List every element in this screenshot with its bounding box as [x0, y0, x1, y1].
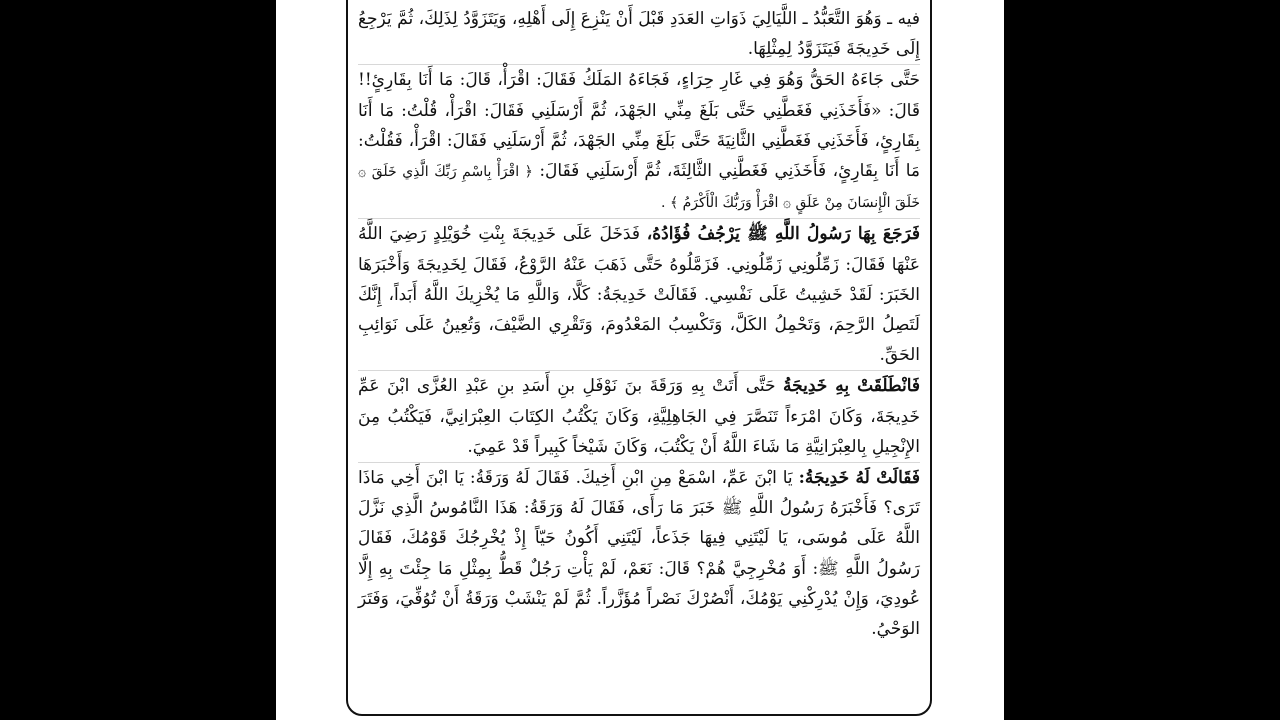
paragraph-3 [358, 218, 920, 370]
paragraph-lead: فَرَجَعَ بِهَا رَسُولُ اللَّهِ ﷺ يَرْجُفُ فُؤَادُهُ، [646, 224, 920, 245]
book-page [276, 0, 1004, 720]
page-text [358, 4, 920, 644]
paragraph-text: فيه ـ وَهُوَ التَّعَبُّدُ ـ اللَّيَالِيَ ذَوَاتِ العَدَدِ قَبْلَ أَنْ يَنْزِعَ إِلَى أَهْلِهِ، وَيَتَزَوَّدُ لِذَلِكَ، ثُمَّ يَرْجِعُ إِلَى خَدِيجَةَ فَيَتَزَوَّدُ لِمِثْلِهَا. [358, 9, 920, 60]
paragraph-text: حَتَّى أَتَتْ بِهِ وَرَقَةَ بنَ نَوْفَلِ بنِ أَسَدِ بنِ عَبْدِ العُزَّى ابْنَ عَمِّ خَدِيجَةَ، وَكَانَ امْرَءاً تَنَصَّرَ فِي الجَاهِلِيَّةِ، وَكَانَ يَكْتُبُ الكِتَابَ العِبْرَانِيَّ، فَيَكْتُبُ مِنَ الإِنْجِيلِ بِالعِبْرَانِيَّةِ مَا شَاءَ اللَّهُ أَنْ يَكْتُبَ، وَكَانَ شَيْخاً كَبِيراً قَدْ عَمِيَ. [358, 376, 920, 457]
paragraph-lead: فَقَالَتْ لَهُ خَدِيجَةُ: [798, 468, 921, 489]
quran-verse: ﴿ اقْرَأْ بِاسْمِ رَبِّكَ الَّذِي خَلَقَ ۞ خَلَقَ الْإِنسَانَ مِنْ عَلَقٍ ۞ اقْرَأْ وَرَبُّكَ الْأَكْرَمُ ﴾ . [358, 164, 920, 212]
paragraph-text: حَتَّى جَاءَهُ الحَقُّ وَهُوَ فِي غَارِ حِرَاءٍ، فَجَاءَهُ المَلَكُ فَقَالَ: اقْرَأْ، قَالَ: مَا أَنَا بِقَارِئٍ!! قَالَ: «فَأَخَذَنِي فَغَطَّنِي حَتَّى بَلَغَ مِنِّي الجَهْدَ، ثُمَّ أَرْسَلَنِي فَقَالَ: اقْرَأْ، قُلْتُ: مَا أَنَا بِقَارِئٍ، فَأَخَذَنِي فَغَطَّنِي الثَّانِيَةَ حَتَّى بَلَغَ مِنِّي الجَهْدَ، ثُمَّ أَرْسَلَنِي فَقَالَ: اقْرَأْ، فَقُلْتُ: مَا أَنَا بِقَارِئٍ، فَأَخَذَنِي فَغَطَّنِي الثَّالِثَةَ، ثُمَّ أَرْسَلَنِي فَقَالَ: [358, 70, 921, 182]
paragraph-4 [358, 370, 920, 462]
paragraph-text: يَا ابْنَ عَمِّ، اسْمَعْ مِنِ ابْنِ أَخِيكَ. فَقَالَ لَهُ وَرَقَةُ: يَا ابْنَ أَخِي مَاذَا تَرَى؟ فَأَخْبَرَهُ رَسُولُ اللَّهِ ﷺ خَبَرَ مَا رَأَى، فَقَالَ لَهُ وَرَقَةُ: هَذَا النَّامُوسُ الَّذِي نَزَّلَ اللَّهُ عَلَى مُوسَى، يَا لَيْتَنِي فِيهَا جَذَعاً، لَيْتَنِي أَكُونُ حَيّاً إِذْ يُخْرِجُكَ قَوْمُكَ، فَقَالَ رَسُولُ اللَّهِ ﷺ: أَوَ مُخْرِجِيَّ هُمْ؟ قَالَ: نَعَمْ، لَمْ يَأْتِ رَجُلٌ قَطُّ بِمِثْلِ مَا جِئْتَ بِهِ إِلَّا عُودِيَ، وَإِنْ يُدْرِكْنِي يَوْمُكَ، أَنْصُرْكَ نَصْراً مُؤَزَّراً. ثُمَّ لَمْ يَنْشَبْ وَرَقَةُ أَنْ تُوُفِّيَ، وَفَتَرَ الوَحْيُ. [358, 468, 920, 640]
paragraph-5 [358, 462, 920, 644]
paragraph-2 [358, 64, 920, 218]
paragraph-lead: فَانْطَلَقَتْ بِهِ خَدِيجَةُ [783, 376, 920, 397]
paragraph-text: فَدَخَلَ عَلَى خَدِيجَةَ بِنْتِ خُوَيْلِدٍ رَضِيَ اللَّهُ عَنْهَا فَقَالَ: زَمِّلُونِي زَمِّلُونِي. فَزَمَّلُوهُ حَتَّى ذَهَبَ عَنْهُ الرَّوْعُ، فَقَالَ لِخَدِيجَةَ وَأَخْبَرَهَا الخَبَرَ: لَقَدْ خَشِيتُ عَلَى نَفْسِي. فَقَالَتْ خَدِيجَةُ: كَلَّا، وَاللَّهِ مَا يُخْزِيكَ اللَّهُ أَبَداً، إِنَّكَ لَتَصِلُ الرَّحِمَ، وَتَحْمِلُ الكَلَّ، وَتَكْسِبُ المَعْدُومَ، وَتَقْرِي الضَّيْفَ، وَتُعِينُ عَلَى نَوَائِبِ الحَقِّ. [358, 224, 920, 366]
paragraph-1 [358, 4, 920, 64]
